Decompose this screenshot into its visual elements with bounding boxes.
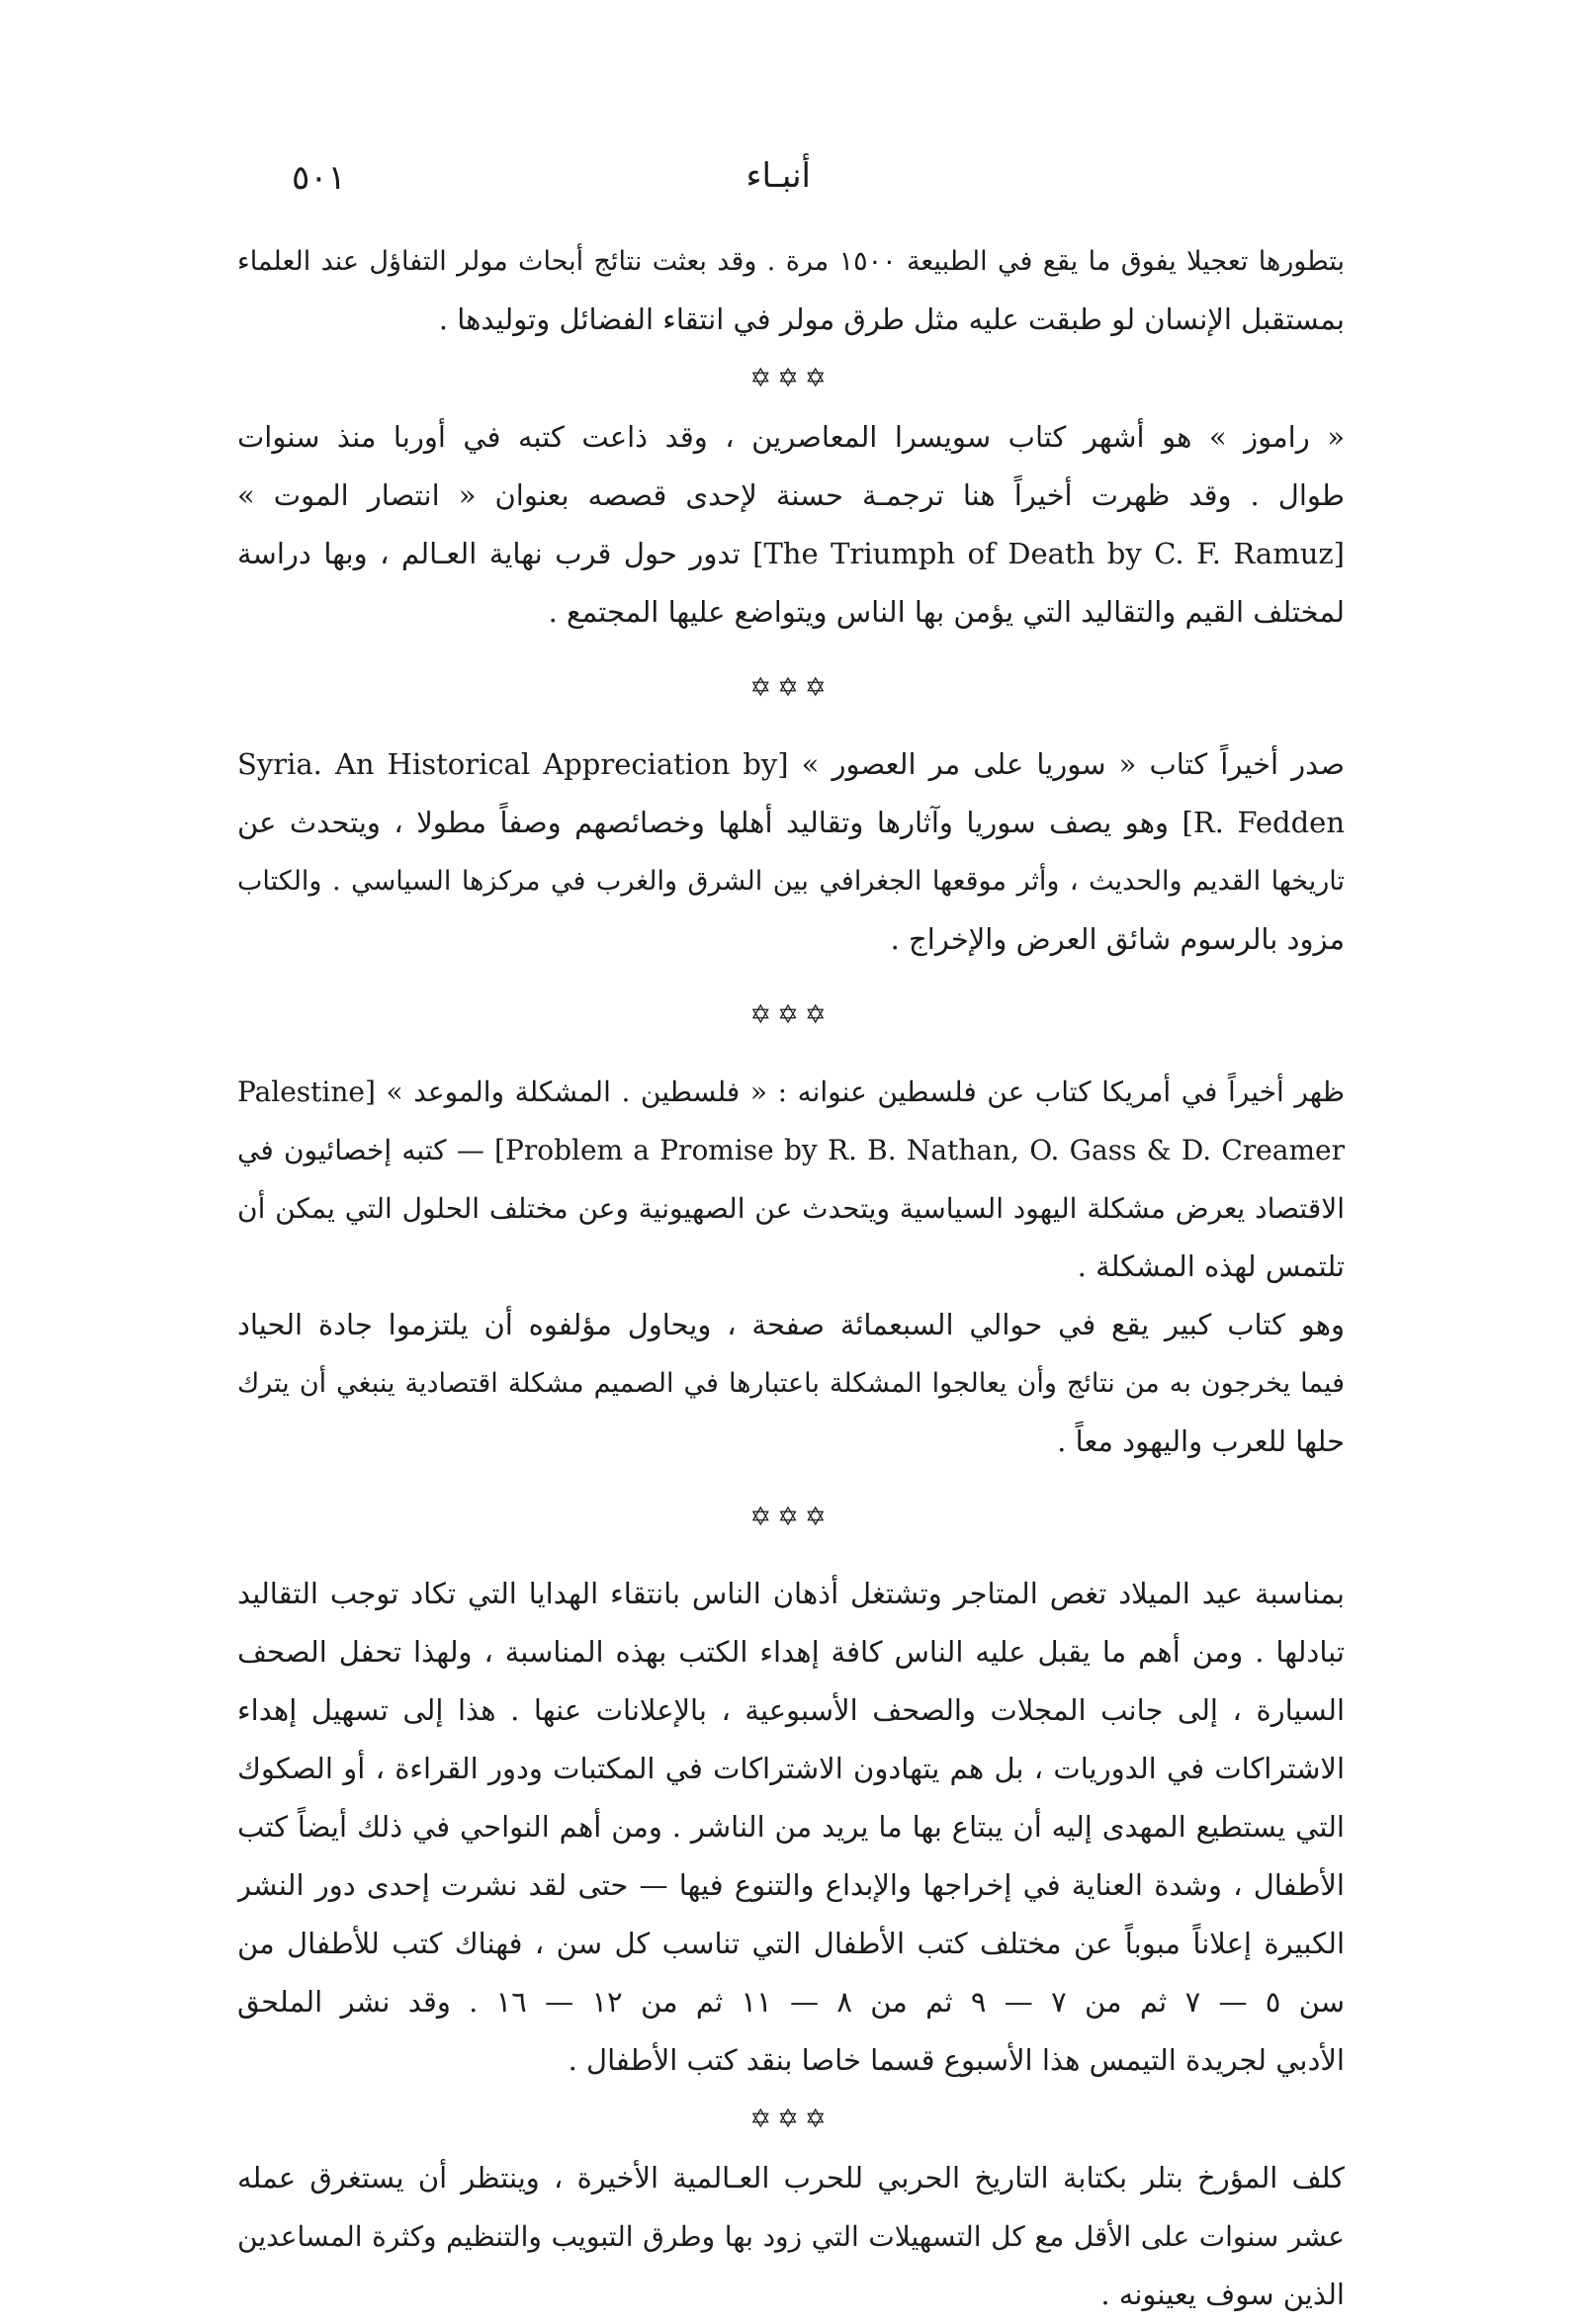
text-line: تاريخها القديم والحديث ، وأثر موقعها الجغرافي بين الشرق والغرب في مركزها السياسي . والكتاب: [237, 866, 1345, 897]
news-item-muller: [237, 232, 1345, 349]
text-line: الاشتراكات في الدوريات ، بل هم يتهادون الاشتراكات في المكتبات ودور القراءة ، أو الصكوك: [237, 1752, 1345, 1785]
article-body: [237, 232, 1345, 2324]
text-line: الاقتصاد يعرض مشكلة اليهود السياسية ويتحدث عن الصهيونية وعن مختلف الحلول التي يمكن أن: [237, 1192, 1345, 1225]
text-line: كلف المؤرخ بتلر بكتابة التاريخ الحربي للحرب العـالمية الأخيرة ، وينتظر أن يستغرق عمله: [237, 2161, 1345, 2195]
text-line: صدر أخيراً كتاب « سوريا على مر العصور » [Syria. An Historical Appreciation by: [237, 747, 1345, 781]
section-separator: ✡✡✡: [749, 1503, 832, 1532]
news-item-christmas-books: [237, 1565, 1345, 2090]
news-item-war-history: [237, 2149, 1345, 2324]
news-item-syria: [237, 735, 1345, 969]
text-line: التي يستطيع المهدى إليه أن يبتاع بها ما يريد من الناشر . ومن أهم النواحي في ذلك أيضاً كتب: [237, 1810, 1345, 1844]
page-number: ٥٠١: [292, 158, 346, 198]
news-item-ramuz: [237, 408, 1345, 642]
text-line: ظهر أخيراً في أمريكا كتاب عن فلسطين عنوانه : « فلسطين . المشكلة والموعد » [Palestine: [237, 1076, 1345, 1108]
text-line: بمناسبة عيد الميلاد تغص المتاجر وتشتغل أذهان الناس بانتقاء الهدايا التي تكاد توجب التقاليد: [237, 1577, 1345, 1610]
text-line: فيما يخرجون به من نتائج وأن يعالجوا المشكلة باعتبارها في الصميم مشكلة اقتصادية ينبغي أن يترك: [237, 1368, 1345, 1399]
running-title: أنبـاء: [745, 156, 811, 196]
section-separator: ✡✡✡: [749, 673, 832, 703]
text-line: سن ٥ — ٧ ثم من ٧ — ٩ ثم من ٨ — ١١ ثم من ١٢ — ١٦ . وقد نشر الملحق: [237, 1985, 1345, 2019]
section-separator: ✡✡✡: [749, 2105, 832, 2134]
text-line: وهو كتاب كبير يقع في حوالي السبعمائة صفحة ، ويحاول مؤلفوه أن يلتزموا جادة الحياد: [237, 1308, 1345, 1341]
text-line: بتطورها تعجيلا يفوق ما يقع في الطبيعة ١٥٠٠ مرة . وقد بعثت نتائج أبحاث مولر التفاؤل عند العلماء: [237, 246, 1345, 277]
section-separator: ✡✡✡: [749, 1000, 832, 1030]
text-line: الأطفال ، وشدة العناية في إخراجها والإبداع والتنوع فيها — حتى لقد نشرت إحدى دور النشر: [237, 1868, 1345, 1902]
text-line: السيارة ، إلى جانب المجلات والصحف الأسبوعية ، بالإعلانات عنها . هذا إلى تسهيل إهداء: [237, 1693, 1345, 1727]
text-line: طوال . وقد ظهرت أخيراً هنا ترجمـة حسنة لإحدى قصصه بعنوان « انتصار الموت »: [237, 478, 1345, 512]
text-line: الذين سوف يعينونه .: [1100, 2278, 1345, 2311]
text-line: حلها للعرب واليهود معاً .: [1057, 1424, 1345, 1458]
text-line: الكبيرة إعلاناً مبوباً عن مختلف كتب الأطفال التي تناسب كل سن ، فهناك كتب للأطفال من: [237, 1927, 1345, 1960]
section-separator: ✡✡✡: [749, 364, 832, 393]
text-line: الأدبي لجريدة التيمس هذا الأسبوع قسما خاصا بنقد كتب الأطفال .: [568, 2043, 1345, 2077]
text-line: « راموز » هو أشهر كتاب سويسرا المعاصرين ، وقد ذاعت كتبه في أوربا منذ سنوات: [237, 420, 1345, 454]
text-line: تبادلها . ومن أهم ما يقبل عليه الناس كافة إهداء الكتب بهذه المناسبة ، ولهذا تحفل الصحف: [237, 1635, 1345, 1669]
text-line: عشر سنوات على الأقل مع كل التسهيلات التي زود بها وطرق التبويب والتنظيم وكثرة المساعدين: [237, 2220, 1345, 2253]
text-line: Problem a Promise by R. B. Nathan, O. Gass & D. Creamer] — كتبه إخصائيون في: [237, 1134, 1345, 1166]
text-line: بمستقبل الإنسان لو طبقت عليه مثل طرق مولر في انتقاء الفضائل وتوليدها .: [438, 302, 1345, 336]
text-line: [The Triumph of Death by C. F. Ramuz] تدور حول قرب نهاية العـالم ، وبها دراسة: [237, 537, 1345, 570]
text-line: مزود بالرسوم شائق العرض والإخراج .: [890, 922, 1345, 956]
text-line: لمختلف القيم والتقاليد التي يؤمن بها الناس ويتواضع عليها المجتمع .: [548, 595, 1345, 629]
news-item-palestine: [237, 1063, 1345, 1471]
text-line: تلتمس لهذه المشكلة .: [1077, 1249, 1345, 1283]
page-header: [292, 148, 811, 208]
text-line: R. Fedden] وهو يصف سوريا وآثارها وتقاليد أهلها وخصائصهم وصفاً مطولا ، ويتحدث عن: [237, 806, 1345, 839]
